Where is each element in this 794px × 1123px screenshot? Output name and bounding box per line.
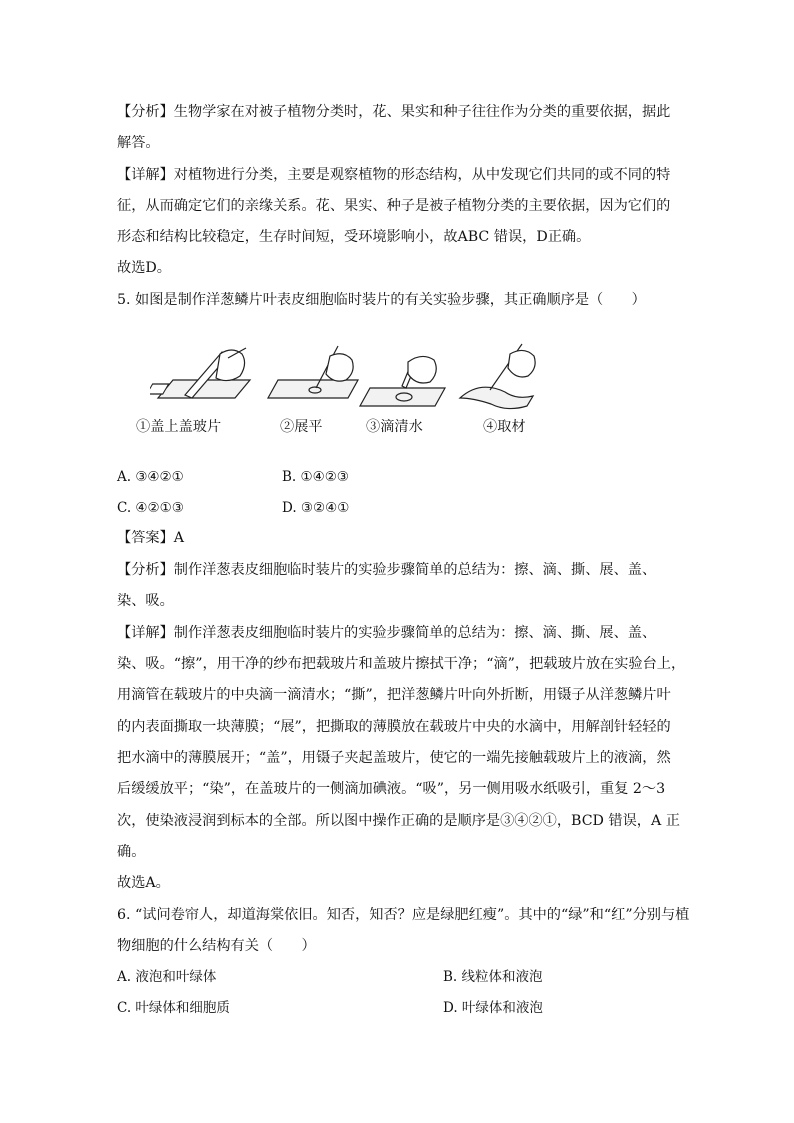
q5-stem: 5. 如图是制作洋葱鳞片叶表皮细胞临时装片的有关实验步骤，其正确顺序是（ ） — [117, 292, 646, 308]
q4-choice: 故选D。 — [117, 260, 171, 276]
q4-analysis: 【分析】生物学家在对被子植物分类时，花、果实和种子往往作为分类的重要依据，据此 — [117, 104, 671, 120]
q6-option-a: A. 液泡和叶绿体 — [117, 969, 217, 985]
q5-detail-line: 【详解】制作洋葱表皮细胞临时装片的实验步骤简单的总结为：擦、滴、撕、展、盖、 — [117, 625, 657, 641]
q5-detail-line: 用滴管在载玻片的中央滴一滴清水；“撕”，把洋葱鳞片叶向外折断，用镊子从洋葱鳞片叶 — [117, 687, 671, 703]
q5-option-b: B. ①④②③ — [282, 469, 349, 485]
q4-detail-3: 形态和结构比较稳定，生存时间短，受环境影响小，故ABC 错误，D正确。 — [117, 229, 591, 245]
q5-analysis-2: 染、吸。 — [117, 593, 174, 609]
step2-illustration — [268, 346, 358, 398]
q4-analysis-cont: 解答。 — [117, 135, 160, 151]
q5-option-c: C. ④②①③ — [117, 500, 184, 516]
q6-option-c: C. 叶绿体和细胞质 — [117, 1000, 230, 1016]
q6-option-b: B. 线粒体和液泡 — [443, 969, 543, 985]
step3-illustration — [360, 356, 445, 406]
step1-illustration — [150, 348, 250, 398]
q5-option-d: D. ③②④① — [282, 500, 350, 516]
q6-stem-1: 6. “试问卷帘人，却道海棠依旧。知否，知否？应是绿肥红瘦”。其中的“绿”和“红”分别与植 — [117, 907, 690, 923]
q5-detail-line: 次，使染液浸润到标本的全部。所以图中操作正确的是顺序是③④②①，BCD 错误，A 正 — [117, 813, 680, 829]
q5-detail-line: 把水滴中的薄膜展开；“盖”，用镊子夹起盖玻片，使它的一端先接触载玻片上的液滴，然 — [117, 750, 671, 766]
figure-label-1: ①盖上盖玻片 — [136, 419, 222, 435]
figure-label-4: ④取材 — [483, 419, 526, 435]
q5-detail-line: 的内表面撕取一块薄膜；“展”，把撕取的薄膜放在载玻片中央的水滴中，用解剖针轻轻的 — [117, 719, 671, 735]
q5-detail-line: 染、吸。“擦”，用干净的纱布把载玻片和盖玻片擦拭干净；“滴”，把载玻片放在实验台上， — [117, 656, 686, 672]
q6-option-d: D. 叶绿体和液泡 — [443, 1000, 543, 1016]
q6-stem-2: 物细胞的什么结构有关（ ） — [117, 938, 316, 954]
figure-label-3: ③滴清水 — [366, 419, 423, 435]
figure-label-2: ②展平 — [280, 419, 323, 435]
q4-detail-2: 征，从而确定它们的亲缘关系。花、果实、种子是被子植物分类的主要依据，因为它们的 — [117, 198, 671, 214]
step4-illustration — [460, 344, 535, 409]
q5-choice: 故选A。 — [117, 875, 170, 891]
q5-detail-line: 确。 — [117, 844, 146, 860]
q5-detail-line: 后缓缓放平；“染”，在盖玻片的一侧滴加碘液。“吸”，另一侧用吸水纸吸引，重复 2～3 — [117, 781, 666, 797]
q5-answer: 【答案】A — [117, 530, 184, 546]
q5-option-a: A. ③④②① — [117, 469, 184, 485]
q5-analysis-1: 【分析】制作洋葱表皮细胞临时装片的实验步骤简单的总结为：擦、滴、撕、展、盖、 — [117, 562, 657, 578]
q4-detail-1: 【详解】对植物进行分类，主要是观察植物的形态结构，从中发现它们共同的或不同的特 — [117, 167, 671, 183]
